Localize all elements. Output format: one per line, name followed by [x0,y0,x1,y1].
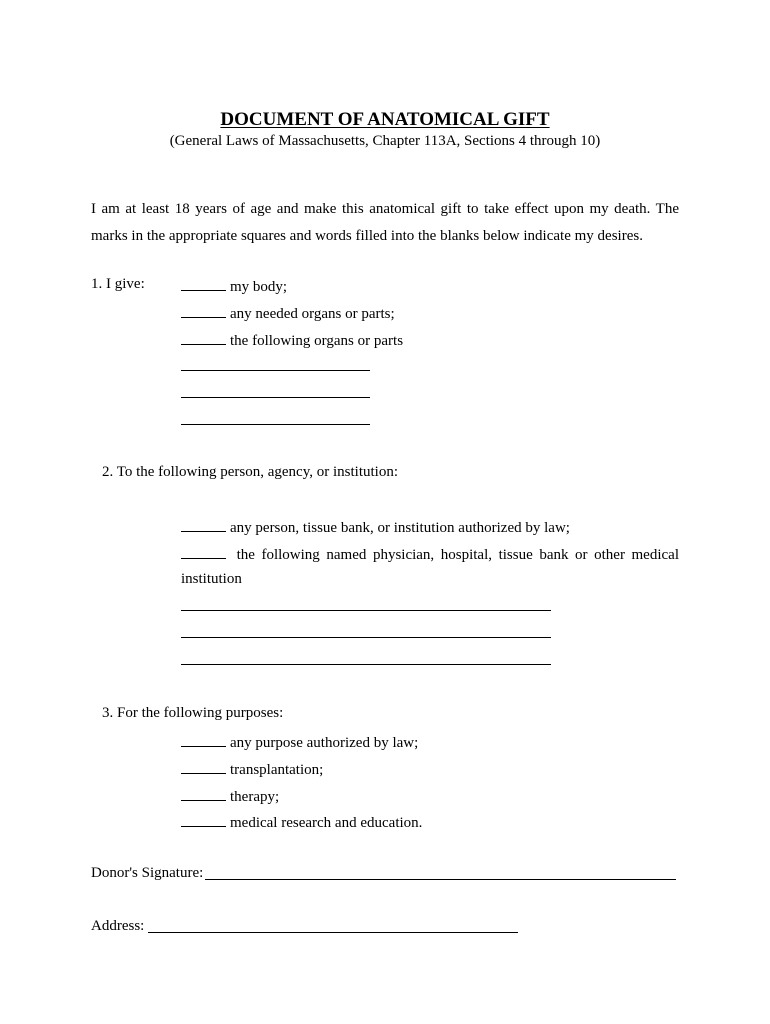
section-2-option-named [181,545,679,563]
option-label: any purpose authorized by law; [230,735,419,751]
section-1-option-following [181,331,403,349]
section-2-option-named-cont: institution [181,571,242,587]
section-3-option-therapy [181,787,279,805]
organs-fill-line-1[interactable] [181,370,370,371]
address-line[interactable] [148,932,518,933]
donor-signature-label: Donor's Signature: [91,865,204,881]
section-3-label: 3. For the following purposes: [102,705,284,721]
section-1-option-organs [181,304,395,322]
intro-paragraph: I am at least 18 years of age and make this anatomical gift to take effect upon my death. The marks in the appropriate squares and words filled into the blanks below indicate my desires. [91,201,679,244]
institution-fill-line-1[interactable] [181,610,551,611]
checkbox-blank[interactable] [181,277,226,291]
institution-fill-line-2[interactable] [181,637,551,638]
option-label: the following organs or parts [230,333,404,349]
checkbox-blank[interactable] [181,518,226,532]
address-label: Address: [91,918,145,934]
option-label: any person, tissue bank, or institution authorized by law; [230,520,570,536]
section-2-label: 2. To the following person, agency, or institution: [102,464,398,480]
checkbox-blank[interactable] [181,813,226,827]
option-label: my body; [230,279,288,295]
option-label: the following named physician, hospital, tissue bank or other medical [236,547,679,563]
section-3-option-any [181,733,418,751]
section-3-option-research [181,813,422,831]
checkbox-blank[interactable] [181,733,226,747]
organs-fill-line-3[interactable] [181,424,370,425]
option-label: medical research and education. [230,815,423,831]
checkbox-blank[interactable] [181,331,226,345]
option-label: transplantation; [230,762,324,778]
option-label: any needed organs or parts; [230,306,395,322]
section-1-label: 1. I give: [91,276,145,292]
document-subtitle: (General Laws of Massachusetts, Chapter 113A, Sections 4 through 10) [169,133,601,149]
section-2-option-any [181,518,570,536]
checkbox-blank[interactable] [181,760,226,774]
organs-fill-line-2[interactable] [181,397,370,398]
checkbox-blank[interactable] [181,787,226,801]
option-label: therapy; [230,789,280,805]
checkbox-blank[interactable] [181,304,226,318]
checkbox-blank[interactable] [181,545,226,559]
section-3-option-transplantation [181,760,323,778]
section-1-option-body [181,277,287,295]
institution-fill-line-3[interactable] [181,664,551,665]
donor-signature-line[interactable] [205,879,676,880]
document-title: DOCUMENT OF ANATOMICAL GIFT [220,109,550,130]
